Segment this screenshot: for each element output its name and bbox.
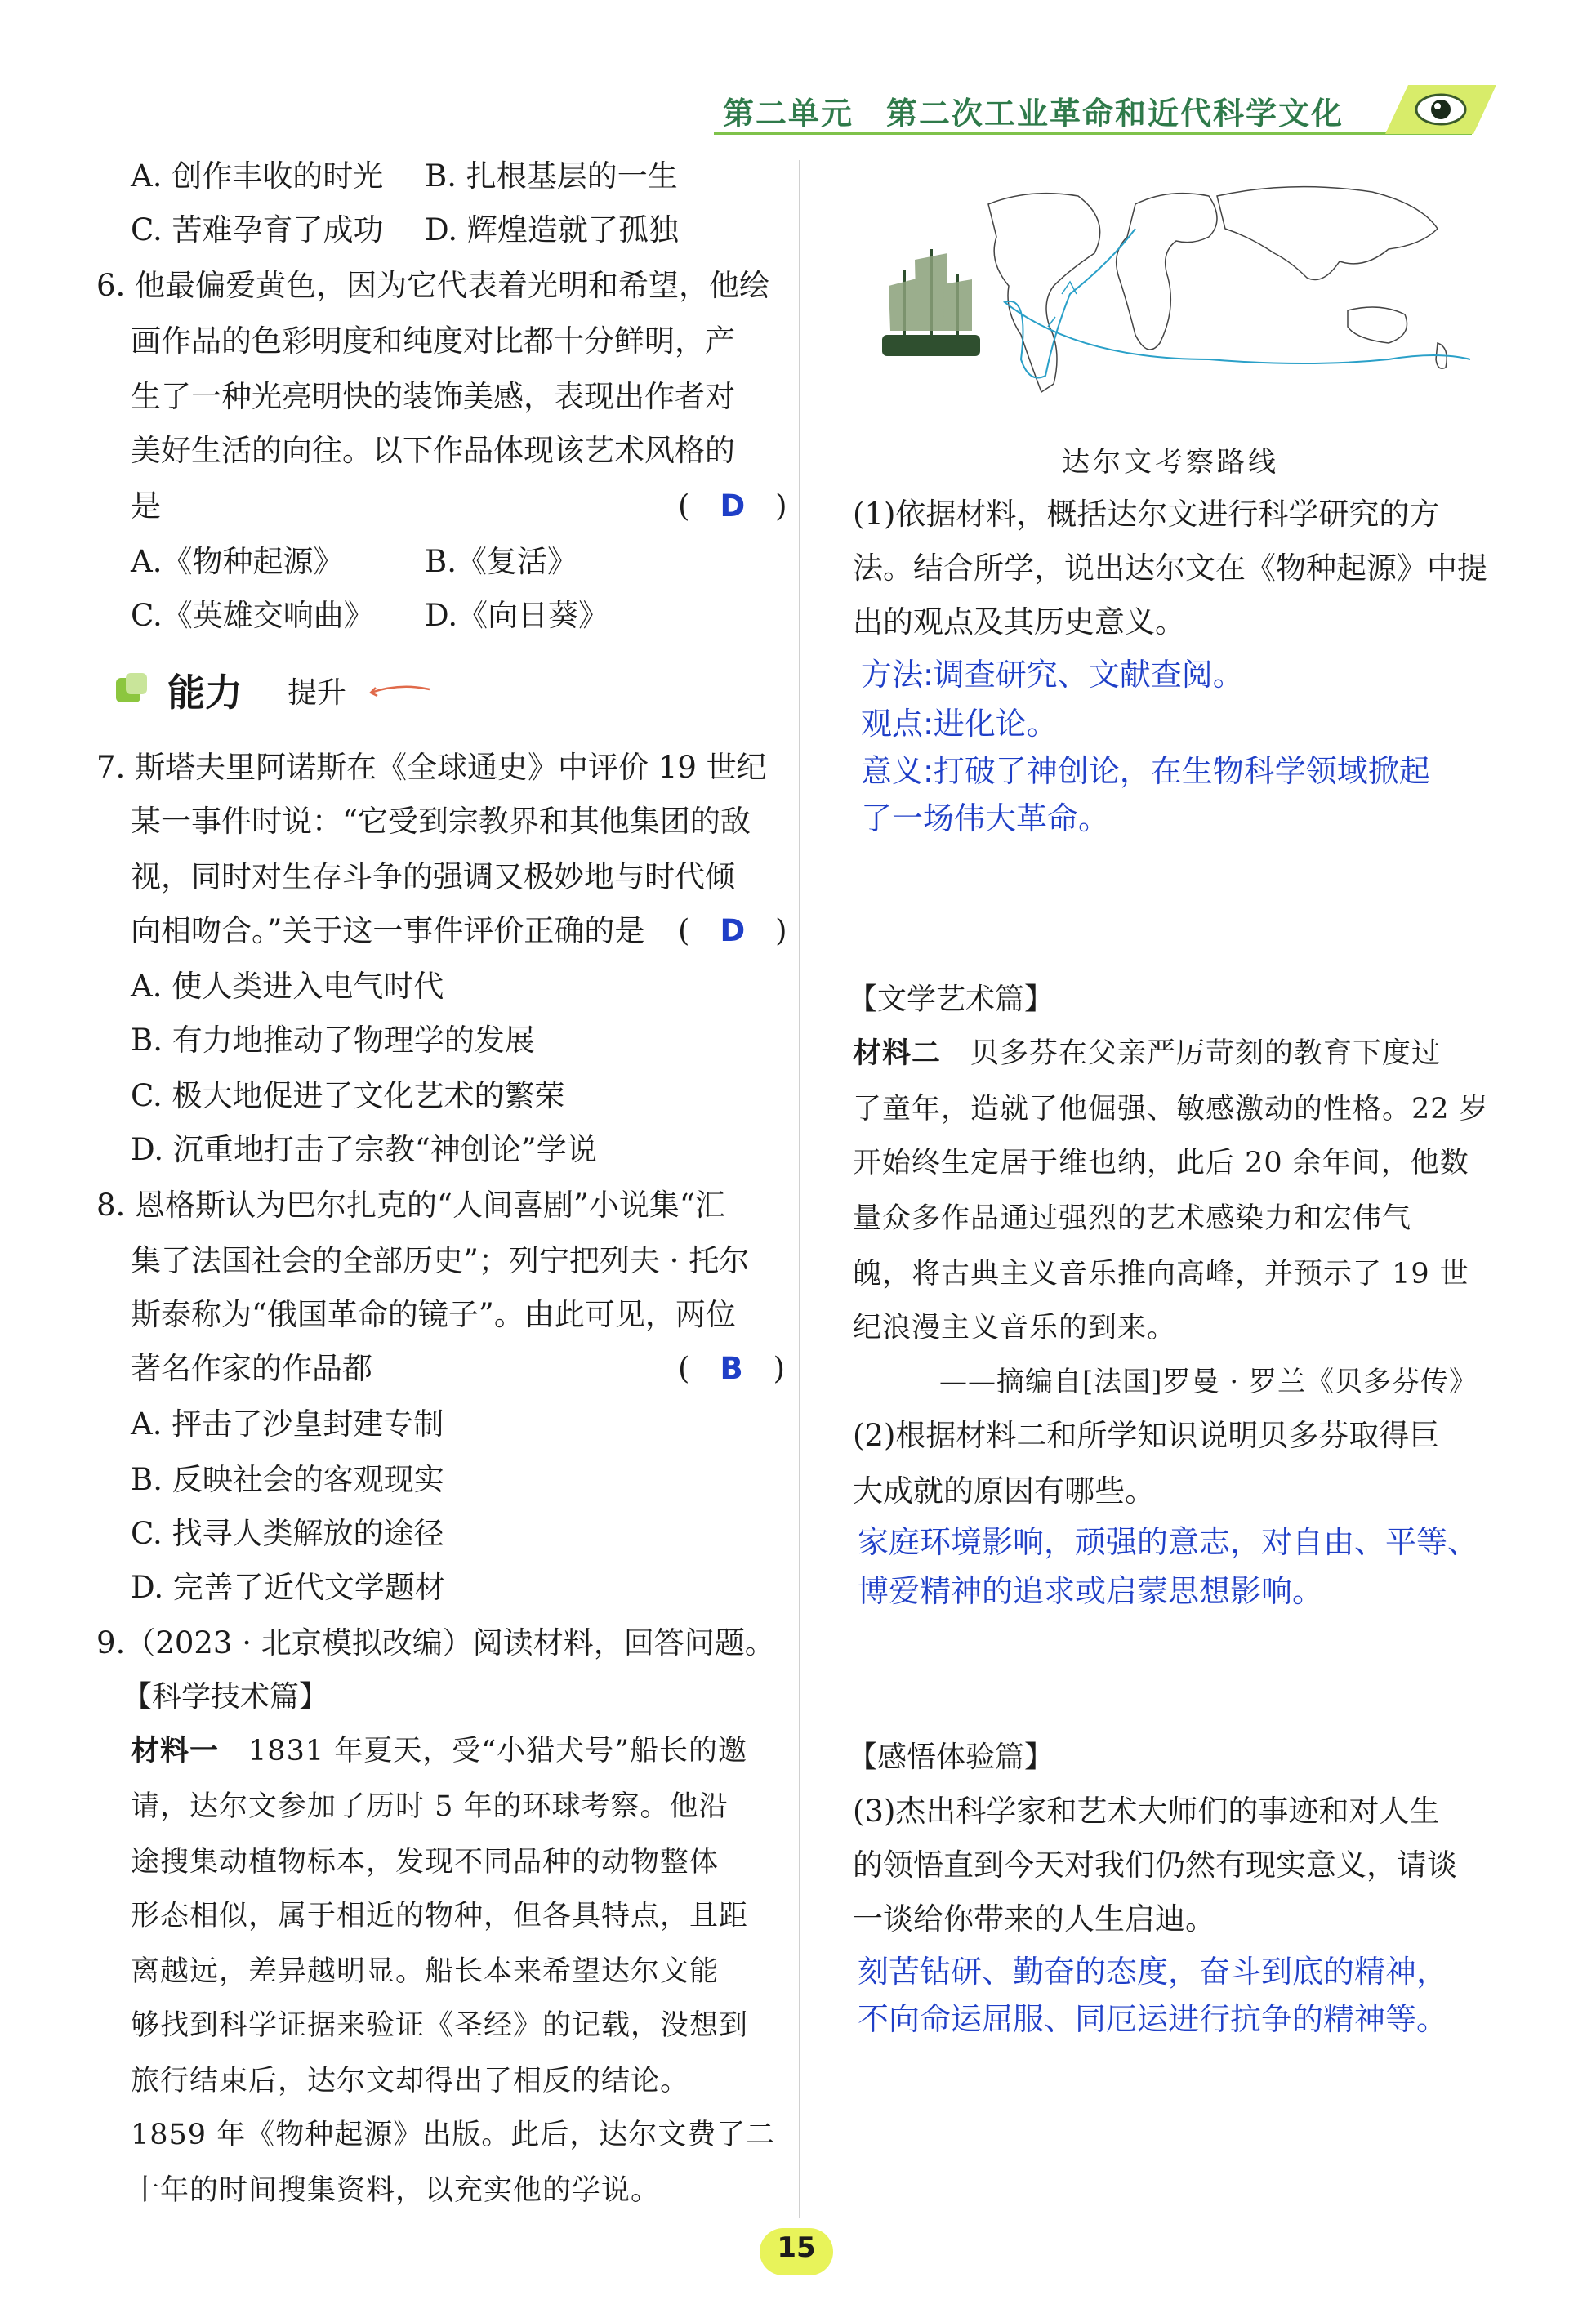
material-one-line: 1831 年夏天，受“小猎犬号”船长的邀: [248, 1735, 748, 1767]
material-one-line: 形态相似，属于相近的物种，但各具特点，且距: [131, 1900, 749, 1932]
q7-option-d: D. 沉重地打击了宗教“神创论”学说: [131, 1132, 597, 1167]
material-two-line: 贝多芬在父亲严厉苛刻的教育下度过: [970, 1037, 1442, 1070]
material-one-line: 请，达尔文参加了历时 5 年的环球考察。他沿: [131, 1790, 729, 1823]
q5-option-c: C. 苦难孕育了成功: [131, 212, 384, 247]
q5-option-a: A. 创作丰收的时光: [131, 158, 384, 194]
q9-1-text-line: 法。结合所学，说出达尔文在《物种起源》中提: [853, 550, 1487, 586]
q9-3-answer-line: 不向命运屈服、同厄运进行抗争的精神等。: [858, 2001, 1448, 2037]
q8-option-d: D. 完善了近代文学题材: [131, 1570, 445, 1605]
q9-3-text-line: 的领悟直到今天对我们仍然有现实意义，请谈: [853, 1848, 1457, 1883]
q9-1-answer-line: 观点:进化论。: [861, 706, 1058, 742]
q8-text-line: 8. 恩格斯认为巴尔扎克的“人间喜剧”小说集“汇: [96, 1188, 725, 1223]
q9-2-answer-line: 家庭环境影响，顽强的意志，对自由、平等、: [858, 1524, 1479, 1560]
material-one-line: 够找到科学证据来验证《圣经》的记载，没想到: [131, 2009, 749, 2042]
q8-answer-bracket: ( B ): [678, 1351, 786, 1386]
q6-text-line: 是: [131, 488, 161, 524]
q9-3-text-line: (3)杰出科学家和艺术大师们的事迹和对人生: [853, 1794, 1440, 1829]
arrow-decoration-icon: [368, 676, 433, 709]
column-divider: [799, 160, 800, 2218]
darwin-route-map: [866, 172, 1487, 408]
q9-1-text-line: (1)依据材料，概括达尔文进行科学研究的方: [853, 497, 1440, 532]
q9-2-text-line: 大成就的原因有哪些。: [853, 1473, 1155, 1509]
material-one-line: 途搜集动植物标本，发现不同品种的动物整体: [131, 1846, 720, 1879]
q7-text-line: 视，同时对生存斗争的强调又极妙地与时代倾: [131, 859, 735, 894]
material-two-line: 量众多作品通过强烈的艺术感染力和宏伟气: [853, 1202, 1412, 1235]
material-one-label: 材料一: [131, 1735, 220, 1767]
q8-option-c: C. 找寻人类解放的途径: [131, 1516, 444, 1551]
material-one-line: 旅行结束后，达尔文却得出了相反的结论。: [131, 2065, 690, 2097]
q8-option-b: B. 反映社会的客观现实: [131, 1462, 444, 1497]
q7-text-line: 7. 斯塔夫里阿诺斯在《全球通史》中评价 19 世纪: [96, 750, 767, 785]
q7-option-a: A. 使人类进入电气时代: [131, 969, 444, 1004]
q6-text-line: 6. 他最偏爱黄色，因为它代表着光明和希望，他绘: [96, 268, 770, 303]
material-two-label: 材料二: [853, 1037, 942, 1070]
q6-text-line: 画作品的色彩明度和纯度对比都十分鲜明，产: [131, 323, 735, 359]
q7-text-line: 向相吻合。”关于这一事件评价正确的是: [131, 913, 645, 948]
material-two-line: 纪浪漫主义音乐的到来。: [853, 1312, 1177, 1344]
material-one-line: 十年的时间搜集资料，以充实他的学说。: [131, 2174, 661, 2207]
q9-1-answer-line: 意义:打破了神创论，在生物科学领域掀起: [861, 753, 1430, 789]
q9-2-answer-line: 博爱精神的追求或启蒙思想影响。: [858, 1573, 1324, 1609]
material-two-line: 魄，将古典主义音乐推向高峰，并预示了 19 世: [853, 1258, 1469, 1290]
material-two-source: ——摘编自[法国]罗曼 · 罗兰《贝多芬传》: [939, 1366, 1478, 1398]
q7-option-c: C. 极大地促进了文化艺术的繁荣: [131, 1078, 565, 1113]
science-section-heading: 【科学技术篇】: [123, 1680, 329, 1714]
book-logo-icon: [1384, 82, 1498, 137]
map-caption: 达尔文考察路线: [1062, 446, 1279, 479]
section-title: 能力: [167, 671, 243, 715]
material-two-line: 了童年，造就了他倔强、敏感激动的性格。22 岁: [853, 1093, 1489, 1125]
q6-text-line: 美好生活的向往。以下作品体现该艺术风格的: [131, 433, 735, 468]
q6-option-c: C.《英雄交响曲》: [131, 598, 374, 633]
q6-answer-bracket: ( D ): [678, 488, 787, 524]
q9-text-line: 9.（2023 · 北京模拟改编）阅读材料，回答问题。: [96, 1625, 775, 1660]
q9-1-answer-line: 方法:调查研究、文献查阅。: [861, 657, 1244, 693]
q9-1-text-line: 出的观点及其历史意义。: [853, 604, 1185, 640]
q6-option-a: A.《物种起源》: [131, 544, 344, 579]
q5-option-b: B. 扎根基层的一生: [425, 158, 678, 194]
section-subtitle: 提升: [288, 676, 347, 710]
q6-option-b: B.《复活》: [425, 544, 577, 579]
q5-option-d: D. 辉煌造就了孤独: [425, 212, 679, 247]
q9-3-answer-line: 刻苦钻研、勤奋的态度，奋斗到底的精神，: [858, 1954, 1448, 1990]
q6-option-d: D.《向日葵》: [425, 598, 609, 633]
page-header-title: 第二单元 第二次工业革命和近代科学文化: [723, 96, 1344, 131]
material-one-line: 离越远，差异越明显。船长本来希望达尔文能: [131, 1955, 720, 1988]
page-number: 15: [777, 2231, 816, 2264]
q7-text-line: 某一事件时说：“它受到宗教界和其他集团的敌: [131, 804, 751, 839]
art-section-heading: 【文学艺术篇】: [848, 983, 1054, 1016]
material-two-line: 开始终生定居于维也纳，此后 20 余年间，他数: [853, 1147, 1469, 1179]
q8-answer: B: [720, 1351, 743, 1386]
experience-section-heading: 【感悟体验篇】: [848, 1741, 1054, 1774]
q7-answer: D: [720, 913, 746, 948]
q9-3-text-line: 一谈给你带来的人生启迪。: [853, 1901, 1215, 1937]
q6-answer: D: [720, 488, 746, 524]
q8-option-a: A. 抨击了沙皇封建专制: [131, 1406, 444, 1442]
q7-answer-bracket: ( D ): [678, 913, 787, 948]
q7-option-b: B. 有力地推动了物理学的发展: [131, 1023, 535, 1058]
header-divider: [714, 132, 1472, 135]
q8-text-line: 斯泰称为“俄国革命的镜子”。由此可见，两位: [131, 1297, 736, 1332]
q6-text-line: 生了一种光亮明快的装饰美感，表现出作者对: [131, 379, 735, 414]
q9-1-answer-line: 了一场伟大革命。: [861, 800, 1110, 836]
q9-2-text-line: (2)根据材料二和所学知识说明贝多芬取得巨: [853, 1418, 1440, 1453]
section-leaf-icon: [114, 671, 150, 707]
material-one-line: 1859 年《物种起源》出版。此后，达尔文费了二: [131, 2119, 776, 2151]
q8-text-line: 集了法国社会的全部历史”；列宁把列夫 · 托尔: [131, 1243, 750, 1278]
q8-text-line: 著名作家的作品都: [131, 1351, 372, 1386]
